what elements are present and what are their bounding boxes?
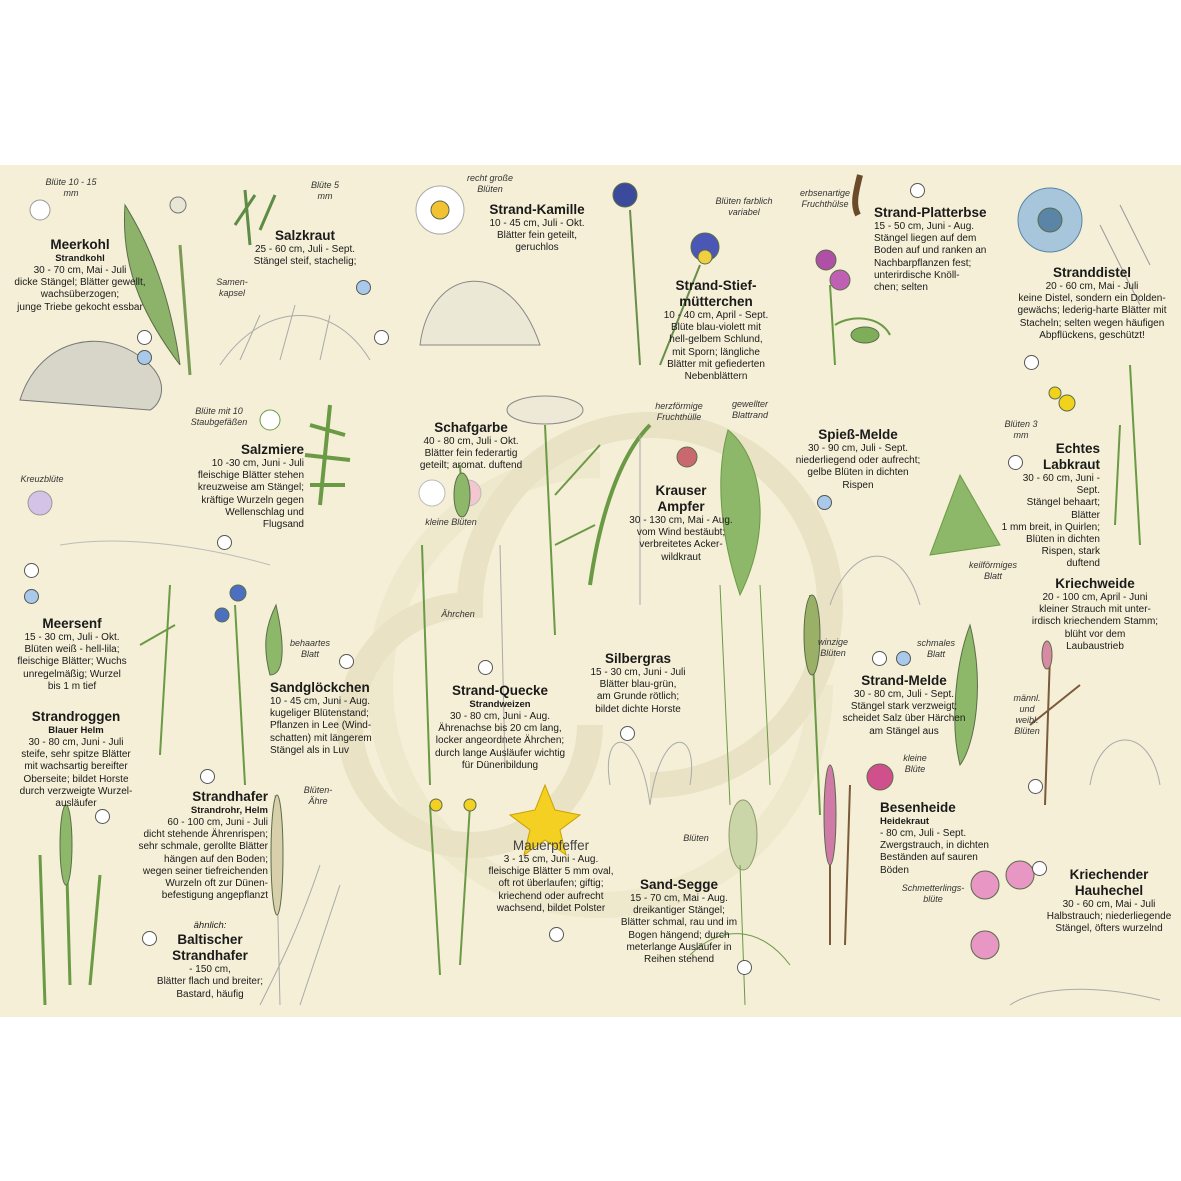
note-gewellter: gewellter Blattrand: [731, 399, 769, 420]
plant-strandroggen: Strandroggen Blauer Helm 30 - 80 cm, Juni - Juli steife, sehr spitze Blätter mit wachsartig bereifter Oberseite; bildet Horste durch verzweigte Wurzel- ausläufer: [19, 709, 133, 810]
plant-sand-segge: Sand-Segge 15 - 70 cm, Mai - Aug. dreikantiger Stängel; Blätter schmal, rau und im Bogen hängend; durch meterlange Ausläufer in Reihen stehend: [620, 877, 738, 966]
checkbox-strandroggen-2[interactable]: [95, 809, 110, 824]
checkbox-platterbse[interactable]: [910, 183, 925, 198]
note-blueten: Blüten: [683, 833, 709, 843]
checkbox-spiess-melde[interactable]: [817, 495, 832, 510]
note-kreuzbluete: Kreuzblüte: [20, 474, 64, 484]
note-bluete-10-staub: Blüte mit 10 Staubgefäßen: [190, 406, 248, 427]
checkbox-meerkohl-2[interactable]: [137, 350, 152, 365]
plant-meerkohl: Meerkohl Strandkohl 30 - 70 cm, Mai - Juli dicke Stängel; Blätter gewellt, wachsüberzogen; junge Triebe gekocht essbar: [5, 237, 155, 314]
plant-mauerpfeffer: Mauerpfeffer 3 - 15 cm, Juni - Aug. fleischige Blätter 5 mm oval, oft rot überlaufen; giftig; kriechend oder aufrecht wachsend, bildet Polster: [488, 838, 614, 914]
note-bluete-10-15: Blüte 10 - 15 mm: [45, 177, 97, 198]
note-erbsenartige: erbsenartige Fruchthülse: [799, 188, 851, 209]
checkbox-besenheide[interactable]: [1028, 779, 1043, 794]
plant-strandhafer: Strandhafer Strandrohr, Helm 60 - 100 cm, Juni - Juli dicht stehende Ährenrispen; sehr schmale, gerollte Blätter hängen auf den Boden; wegen seiner tiefreichenden Wurzeln oft zur Dünen- befestigung angepflanzt: [138, 789, 268, 902]
plant-strand-quecke: Strand-Quecke Strandweizen 30 - 80 cm, Juni - Aug. Ährenachse bis 20 cm lang, locker angeordnete Ährchen; durch lange Ausläufer wichtig für Dünenbildung: [434, 683, 566, 771]
checkbox-salzkraut[interactable]: [356, 280, 371, 295]
checkbox-baltischer[interactable]: [142, 931, 157, 946]
checkbox-strand-melde-2[interactable]: [896, 651, 911, 666]
plant-besenheide: Besenheide Heidekraut - 80 cm, Juli - Sept. Zwergstrauch, in dichten Beständen auf sauren Böden: [880, 800, 989, 876]
plant-silbergras: Silbergras 15 - 30 cm, Juni - Juli Blätter blau-grün, am Grunde rötlich; bildet dichte Horste: [590, 651, 686, 715]
checkbox-mauerpfeffer[interactable]: [549, 927, 564, 942]
plant-kriechweide: Kriechweide 20 - 100 cm, April - Juni kleiner Strauch mit unter- irdisch kriechendem Stamm; blüht vor dem Laubaustrieb: [1031, 576, 1159, 652]
checkbox-sandgloeckchen[interactable]: [339, 654, 354, 669]
checkbox-meersenf[interactable]: [24, 563, 39, 578]
plant-sandgloeckchen: Sandglöckchen 10 - 45 cm, Juni - Aug. kugeliger Blütenstand; Pflanzen in Lee (Wind- schatten) mit längerem Stängel als in Luv: [270, 680, 372, 756]
kriechweide-illustration: [1030, 641, 1160, 805]
note-farblich: Blüten farblich variabel: [715, 196, 773, 217]
plant-title: Meerkohl: [50, 237, 110, 252]
plant-labkraut: Echtes Labkraut 30 - 60 cm, Juni - Sept. Stängel behaart; Blätter 1 mm breit, in Quirlen; Blüten in dichten Rispen, stark duftend: [1001, 441, 1100, 570]
note-keilfoermiges: keilförmiges Blatt: [968, 560, 1017, 581]
note-schmetterling: Schmetterlings- blüte: [901, 883, 965, 904]
plant-strand-kamille: Strand-Kamille 10 - 45 cm, Juli - Okt. Blätter fein geteilt, geruchlos: [489, 202, 585, 254]
plant-salzmiere: Salzmiere 10 -30 cm, Juni - Juli fleischige Blätter stehen kreuzweise am Stängel; kräftige Wurzeln gegen Wellenschlag und Flugsand: [197, 442, 304, 531]
plant-ampfer: Krauser Ampfer 30 - 130 cm, Mai - Aug. vom Wind bestäubt; verbreitetes Acker- wildkraut: [629, 483, 733, 563]
checkbox-strand-melde[interactable]: [872, 651, 887, 666]
note-maennl: männl. und weibl. Blüten: [1013, 693, 1041, 736]
note-kleine-bluete: kleine Blüte: [903, 753, 927, 774]
checkbox-meerkohl[interactable]: [137, 330, 152, 345]
checkbox-silbergras[interactable]: [620, 726, 635, 741]
checkbox-salzmiere[interactable]: [217, 535, 232, 550]
note-schmales: schmales Blatt: [916, 638, 955, 659]
checkbox-hauhechel[interactable]: [1032, 861, 1047, 876]
note-bluetenaehre: Blüten- Ähre: [303, 785, 333, 806]
note-winzige: winzige Blüten: [817, 637, 848, 658]
plant-strand-melde: Strand-Melde 30 - 80 cm, Juli - Sept. Stängel stark verzweigt; scheidet Salz über Härchen am Stängel aus: [842, 673, 966, 737]
checkbox-salzkraut-2[interactable]: [374, 330, 389, 345]
checkbox-strand-quecke[interactable]: [478, 660, 493, 675]
checkbox-sand-segge[interactable]: [737, 960, 752, 975]
plant-subtitle: Strandkohl: [55, 253, 105, 264]
checkbox-strandroggen[interactable]: [200, 769, 215, 784]
plant-baltischer-strandhafer: ähnlich: Baltischer Strandhafer - 150 cm, Blätter flach und breiter; Bastard, häufig: [156, 920, 264, 1000]
plant-schafgarbe: Schafgarbe 40 - 80 cm, Juli - Okt. Blätter fein federartig geteilt; aromat. duftend: [419, 420, 523, 472]
note-aehrchen: Ährchen: [441, 609, 475, 619]
note-behaartes: behaartes Blatt: [289, 638, 331, 659]
plant-salzkraut: Salzkraut 25 - 60 cm, Juli - Sept. Stängel steif, stachelig;: [253, 228, 357, 268]
checkbox-stranddistel[interactable]: [1024, 355, 1039, 370]
plant-hauhechel: Kriechender Hauhechel 30 - 60 cm, Mai - Juli Halbstrauch; niederliegende Stängel, öfters wurzelnd: [1046, 867, 1172, 935]
plant-stiefmuetterchen: Strand-Stief- mütterchen 10 - 40 cm, April - Sept. Blüte blau-violett mit hell-gelbem Schlund, mit Sporn; längliche Blätter mit gefiederten Nebenblättern: [663, 278, 769, 383]
plant-spiess-melde: Spieß-Melde 30 - 90 cm, Juli - Sept. niederliegend oder aufrecht; gelbe Blüten in dichten Rispen: [795, 427, 921, 491]
plant-poster: [0, 165, 1181, 1017]
plant-stranddistel: Stranddistel 20 - 60 cm, Mai - Juli keine Distel, sondern ein Dolden- gewächs; lederig-harte Blätter mit Stacheln; selten wegen häufigen Abpflückens, geschützt!: [1017, 265, 1167, 341]
note-kleine-blueten: kleine Blüten: [425, 517, 477, 527]
note-herzfoermige: herzförmige Fruchthülle: [655, 401, 703, 422]
checkbox-labkraut[interactable]: [1008, 455, 1023, 470]
spiess-melde-illustration: [830, 475, 1000, 605]
note-bluete-5mm: Blüte 5 mm: [310, 180, 340, 201]
note-samenkapsel: Samen- kapsel: [216, 277, 248, 298]
note-blueten-3mm: Blüten 3 mm: [1004, 419, 1038, 440]
note-recht-grosse: recht große Blüten: [466, 173, 514, 194]
plant-meersenf: Meersenf 15 - 30 cm, Juli - Okt. Blüten weiß - hell-lila; fleischige Blätter; Wuchs unregelmäßig; Wurzel bis 1 m tief: [17, 616, 127, 692]
checkbox-meersenf-2[interactable]: [24, 589, 39, 604]
plant-platterbse: Strand-Platterbse 15 - 50 cm, Juni - Aug. Stängel liegen auf dem Boden auf und ranken an Nachbarpflanzen fest; unterirdische Knöll- chen; selten: [874, 205, 987, 294]
